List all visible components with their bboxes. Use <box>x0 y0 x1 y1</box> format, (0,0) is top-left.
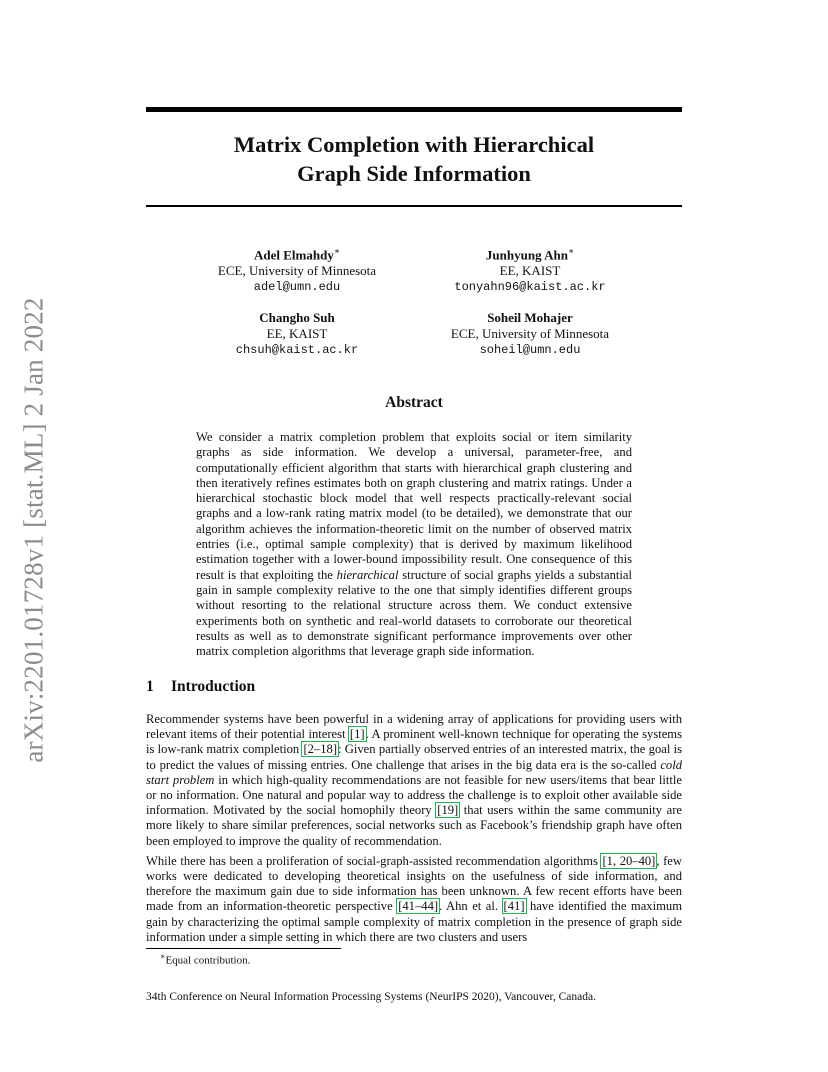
intro-text: in which high-quality recommendations are not feasible for new users/items that bear little or no information. One natural and popular way to address the challenge is to exploit other available side information. Motivated by the social homophily theory <box>146 772 682 818</box>
footnote <box>160 952 250 967</box>
abstract-text-part-2: structure of social graphs yields a substantial gain in sample complexity relative to the one that simply identifies different groups without resorting to the relational structure across them. We conduct extensive experiments both on synthetic and real-world datasets to corroborate our theoretical results as well as to demonstrate significant performance improvements over other matrix completion algorithms that leverage graph side information. <box>196 567 632 659</box>
arxiv-identifier-text: arXiv:2201.01728v1 [stat.ML] 2 Jan 2022 <box>18 297 49 763</box>
author-block-3 <box>177 310 417 358</box>
paper-title-line-1: Matrix Completion with Hierarchical <box>233 132 595 157</box>
footnote-mark: ∗ <box>160 952 166 961</box>
author-block-4 <box>410 310 650 358</box>
intro-text: that users within the same community are more likely to share similar preferences, social networks such as Facebook’s friendship graph have often been employed to improve the quality of recommendation. <box>146 803 682 848</box>
author-name: Changho Suh <box>259 310 335 325</box>
citation-link[interactable]: [2–18] <box>303 742 338 757</box>
intro-text: Recommender systems have been powerful in a widening array of applications for providing users with relevant items of their potential interest <box>146 712 682 742</box>
author-affiliation: EE, KAIST <box>499 263 561 279</box>
author-email[interactable]: soheil@umn.edu <box>479 343 581 357</box>
intro-text: While there has been a proliferation of social-graph-assisted recommendation algorithms <box>146 853 602 868</box>
paper-title-line-2: Graph Side Information <box>297 161 531 186</box>
intro-paragraph-2 <box>146 854 682 945</box>
intro-text: have identified the maximum gain by characterizing the optimal sample complexity of matrix completion in the presence of graph side information under a simple setting in which there are two clusters and users <box>146 899 682 944</box>
title-top-rule <box>146 107 682 112</box>
intro-text: . A prominent well-known technique for operating the systems is low-rank matrix completion <box>146 727 682 757</box>
abstract-text-part-1: We consider a matrix completion problem that exploits social or item similarity graphs as side information. We develop a universal, parameter-free, and computationally efficient algorithm that starts with hierarchical graph clustering and then iteratively refines estimates both on graph clustering and matrix ratings. Under a hierarchical stochastic block model that well respects practically-relevant social graphs and a low-rank rating matrix model (to be detailed), we demonstrate that our algorithm achieves the information-theoretic limit on the number of observed matrix entries (i.e., optimal sample complexity) that is derived by maximum likelihood estimation together with a lower-bound impossibility result. One consequence of this result is that exploiting the <box>196 430 632 582</box>
introduction-body <box>146 712 682 950</box>
intro-paragraph-1 <box>146 712 682 849</box>
paper-title <box>146 130 682 188</box>
footnote-text: Equal contribution. <box>165 954 251 967</box>
author-affiliation: EE, KAIST <box>266 326 328 341</box>
citation-link[interactable]: [1] <box>349 727 365 742</box>
citation-link[interactable]: [41] <box>503 899 525 914</box>
footnote-rule <box>146 948 341 949</box>
author-email[interactable]: tonyahn96@kaist.ac.kr <box>454 280 606 295</box>
author-block-2 <box>410 243 650 295</box>
citation-link[interactable]: [41–44] <box>398 899 439 914</box>
citation-link[interactable]: [1, 20–40] <box>602 853 656 868</box>
conference-footer: 34th Conference on Neural Information Processing Systems (NeurIPS 2020), Vancouver, Canada. <box>146 991 596 1003</box>
section-number: 1 <box>146 678 154 695</box>
author-name: Soheil Mohajer <box>487 310 573 325</box>
author-email[interactable]: chsuh@kaist.ac.kr <box>235 343 359 357</box>
author-affiliation: ECE, University of Minnesota <box>450 326 610 341</box>
abstract-body <box>196 430 632 659</box>
intro-text: , few works were dedicated to developing theoretical insights on the usefulness of side information, and therefore the maximum gain due to side information has been unknown. A few recent efforts have been made from an information-theoretic perspective <box>146 853 682 914</box>
author-email[interactable]: adel@umn.edu <box>253 280 341 295</box>
citation-link[interactable]: [19] <box>437 803 459 818</box>
author-name: Junhyung Ahn <box>485 247 568 263</box>
intro-text: . Ahn et al. <box>439 899 503 914</box>
intro-emphasis: cold start problem <box>146 757 682 787</box>
equal-contribution-mark: ∗ <box>333 246 340 256</box>
author-name: Adel Elmahdy <box>254 247 334 263</box>
intro-text: : Given partially observed entries of an interested matrix, the goal is to predict the values of missing entries. One challenge that arises in the big data era is the so-called <box>146 742 682 772</box>
abstract-heading: Abstract <box>385 394 443 411</box>
author-block-1 <box>177 243 417 295</box>
abstract-emphasis: hierarchical <box>336 567 399 582</box>
section-heading-introduction <box>146 678 255 696</box>
arxiv-identifier-stamp <box>4 280 64 780</box>
title-bottom-rule <box>146 205 682 207</box>
section-title: Introduction <box>171 678 256 695</box>
equal-contribution-mark: ∗ <box>567 246 575 256</box>
author-affiliation: ECE, University of Minnesota <box>217 263 377 279</box>
